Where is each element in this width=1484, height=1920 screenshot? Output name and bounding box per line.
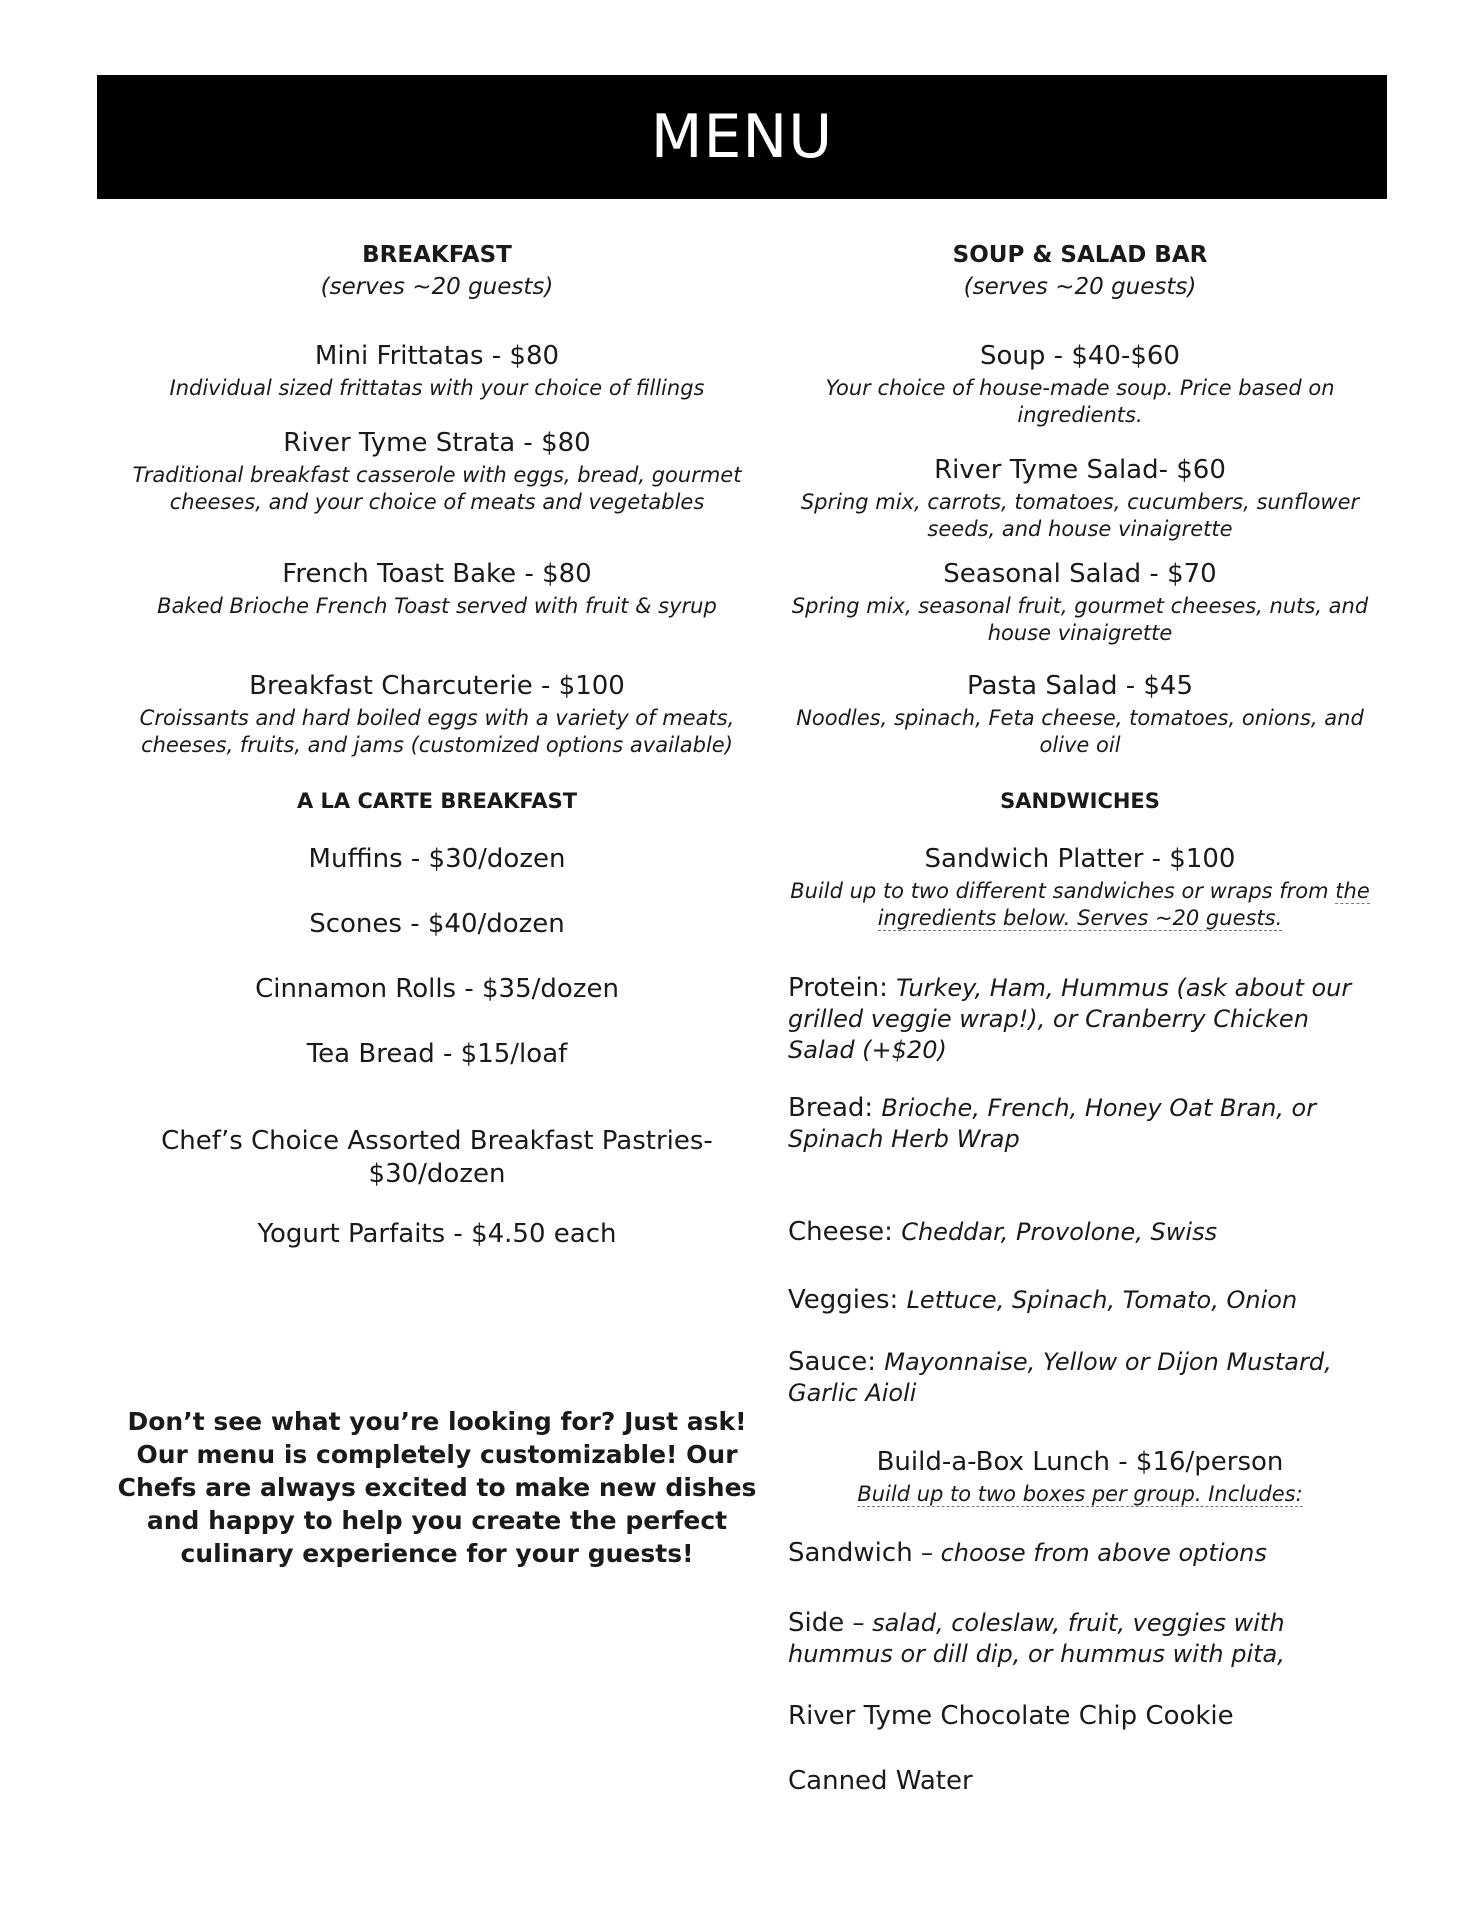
ingredient-label: Veggies: [788, 1285, 899, 1315]
item-description: Spring mix, seasonal fruit, gourmet cheeses, nuts, and house vinaigrette [791, 594, 1369, 645]
platter-desc-b: the ingredients below. Serves ~20 guests. [877, 879, 1370, 930]
ingredient-value: Cheddar, Provolone, Swiss [901, 1218, 1218, 1246]
item-description: Traditional breakfast casserole with eggs, bread, gourmet cheeses, and your choice of meats and vegetables [132, 463, 742, 514]
item-name: Mini Frittatas - $80 [314, 341, 560, 371]
alacarte-title: A LA CARTE BREAKFAST [296, 789, 578, 813]
breakfast-section [120, 242, 754, 300]
box-item-cookie [788, 1701, 1380, 1732]
soup-salad-section [780, 242, 1380, 300]
box-item-label: Sandwich [788, 1538, 913, 1568]
menu-item [120, 428, 754, 516]
customization-note: Don’t see what you’re looking for? Just ask! Our menu is completely customizable! Our Chefs are always excited to make new dishes and happy to help you create the perfect culinary experience for your guests! [117, 1407, 757, 1568]
breakfast-title: BREAKFAST [362, 242, 512, 268]
ingredient-veggies [788, 1285, 1380, 1316]
ingredient-label: Sauce: [788, 1347, 876, 1377]
ingredient-protein [788, 973, 1380, 1066]
box-item-label: River Tyme Chocolate Chip Cookie [788, 1701, 1234, 1731]
item-description: Baked Brioche French Toast served with fruit & syrup [157, 594, 717, 618]
ingredient-value: Lettuce, Spinach, Tomato, Onion [906, 1286, 1298, 1314]
item-name: River Tyme Salad- $60 [934, 455, 1226, 485]
item-name: Sandwich Platter - $100 [924, 844, 1236, 874]
ingredient-bread [788, 1093, 1380, 1155]
item-description: Spring mix, carrots, tomatoes, cucumbers, sunflower seeds, and house vinaigrette [800, 490, 1360, 541]
item-description [780, 878, 1380, 932]
alacarte-item: Chef’s Choice Assorted Breakfast Pastries- $30/dozen [161, 1126, 713, 1189]
box-item-label: Side [788, 1608, 845, 1638]
item-description: Individual sized frittatas with your choice of fillings [169, 376, 705, 400]
sandwiches-title: SANDWICHES [1000, 789, 1160, 813]
ingredient-value: Mayonnaise, Yellow or Dijon Mustard, Garlic Aioli [788, 1348, 1332, 1407]
alacarte-item: Muffins - $30/dozen [308, 844, 566, 874]
menu-item [780, 455, 1380, 543]
box-item-water [788, 1766, 1380, 1797]
item-name: Build-a-Box Lunch - $16/person [876, 1447, 1284, 1477]
ingredient-cheese [788, 1217, 1380, 1248]
ingredient-sauce [788, 1347, 1380, 1409]
soup-salad-serves: (serves ~20 guests) [963, 274, 1197, 300]
alacarte-item: Cinnamon Rolls - $35/dozen [255, 974, 619, 1004]
ingredient-label: Bread: [788, 1093, 874, 1123]
menu-item [780, 671, 1380, 759]
item-description: Build up to two boxes per group. Includes: [857, 1482, 1303, 1506]
item-description: Croissants and hard boiled eggs with a variety of meats, cheeses, fruits, and jams (customized options available) [139, 706, 735, 757]
box-item-value: – choose from above options [920, 1539, 1267, 1567]
ingredient-value: Brioche, French, Honey Oat Bran, or Spinach Herb Wrap [788, 1094, 1317, 1153]
ingredient-label: Protein: [788, 973, 888, 1003]
item-name: Breakfast Charcuterie - $100 [249, 671, 625, 701]
soup-salad-title: SOUP & SALAD BAR [952, 242, 1208, 268]
alacarte-item: Scones - $40/dozen [309, 909, 565, 939]
box-item-label: Canned Water [788, 1766, 973, 1796]
item-description: Noodles, spinach, Feta cheese, tomatoes, onions, and olive oil [796, 706, 1364, 757]
page-title: MENU [650, 102, 834, 172]
ingredient-label: Cheese: [788, 1217, 893, 1247]
sandwich-platter [780, 844, 1380, 932]
box-item-sandwich [788, 1538, 1380, 1569]
item-name: River Tyme Strata - $80 [283, 428, 591, 458]
ingredient-value: Turkey, Ham, Hummus (ask about our grilled veggie wrap!), or Cranberry Chicken Salad (+$20) [788, 974, 1352, 1064]
build-a-box [780, 1447, 1380, 1508]
menu-item [120, 341, 754, 402]
box-item-side [788, 1608, 1380, 1670]
item-name: Soup - $40-$60 [980, 341, 1180, 371]
menu-item [780, 559, 1380, 647]
item-name: French Toast Bake - $80 [282, 559, 592, 589]
box-item-value: – salad, coleslaw, fruit, veggies with hummus or dill dip, or hummus with pita, [788, 1609, 1285, 1668]
item-description: Your choice of house-made soup. Price based on ingredients. [825, 376, 1335, 427]
alacarte-item: Tea Bread - $15/loaf [306, 1039, 568, 1069]
item-name: Pasta Salad - $45 [966, 671, 1193, 701]
menu-item [780, 341, 1380, 429]
alacarte-item: Yogurt Parfaits - $4.50 each [257, 1219, 617, 1249]
menu-item [120, 671, 754, 759]
menu-header [97, 75, 1387, 199]
platter-desc-a: Build up to two different sandwiches or wraps from [790, 879, 1336, 903]
menu-item [120, 559, 754, 620]
breakfast-serves: (serves ~20 guests) [320, 274, 554, 300]
item-name: Seasonal Salad - $70 [943, 559, 1217, 589]
